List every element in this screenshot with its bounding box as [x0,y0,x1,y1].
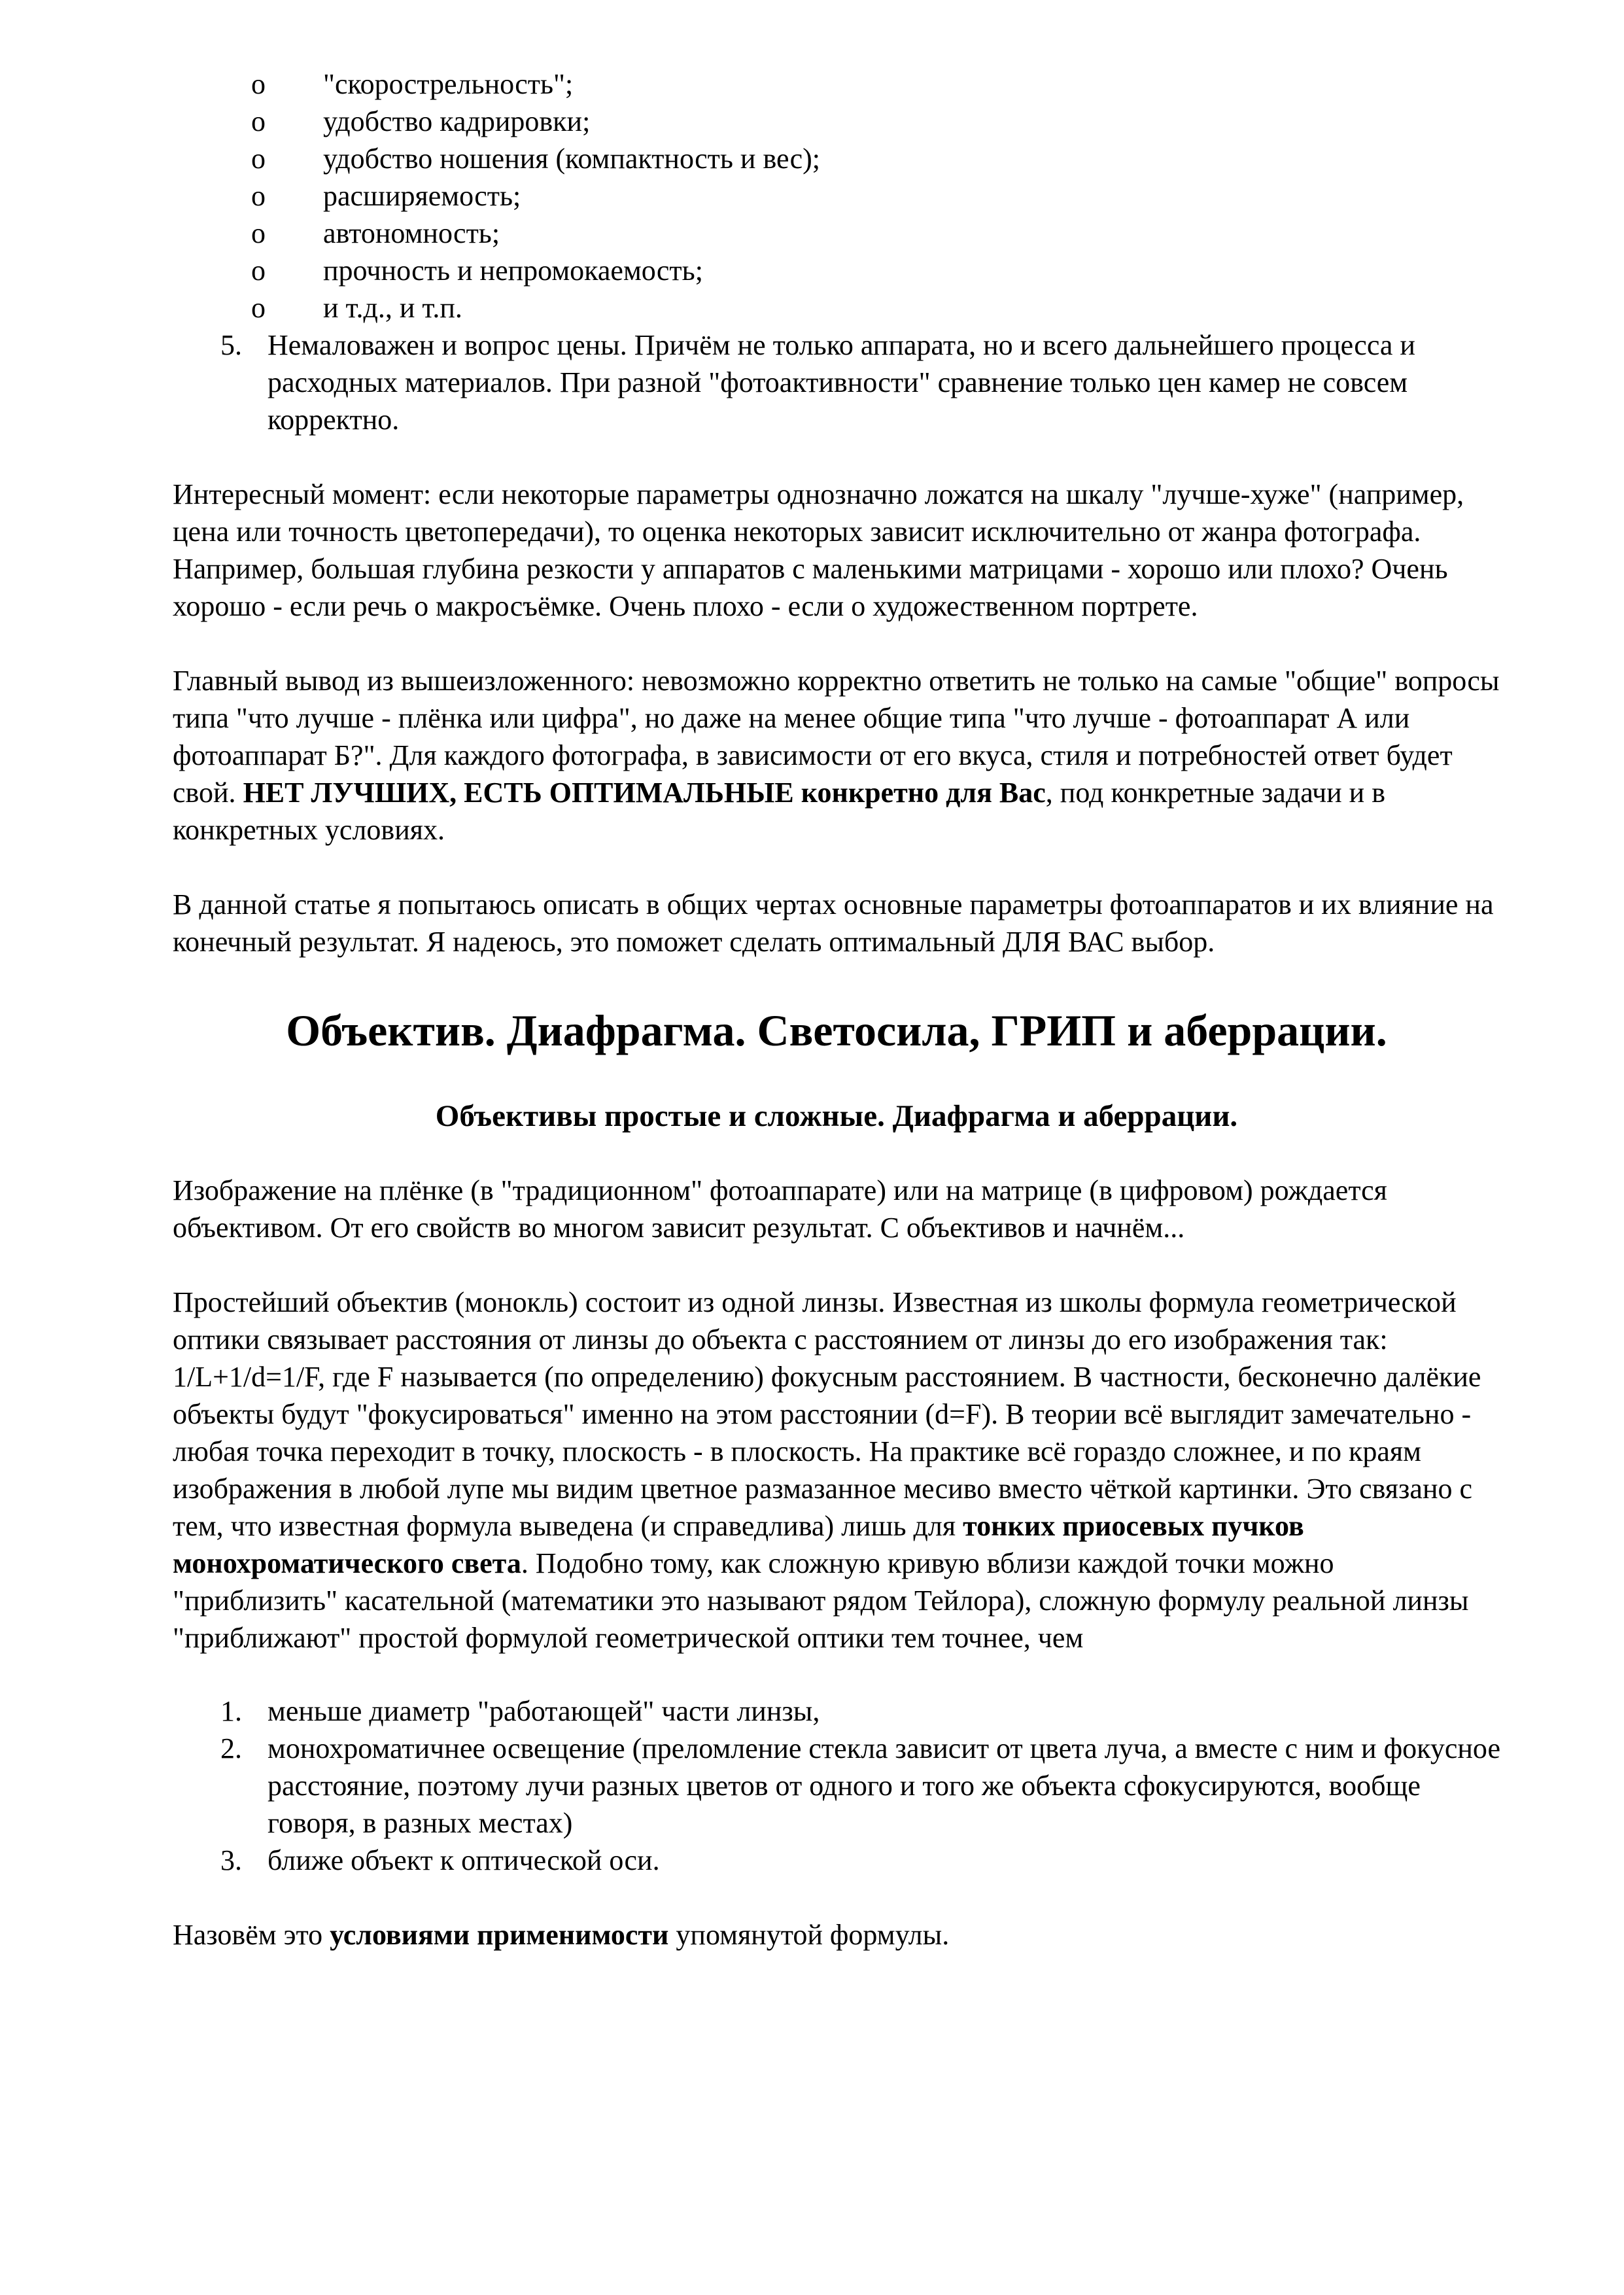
list-item [251,177,1500,215]
paragraph-text: Назовём это [173,1919,330,1951]
bullet-icon: o [251,292,266,324]
list-item-text: Немаловажен и вопрос цены. Причём не только аппарата, но и всего дальнейшего процесса и расходных материалов. При разной "фотоактивности" сравнение только цен камер не совсем корректно. [268,329,1415,436]
list-item-text: ближе объект к оптической оси. [268,1844,660,1876]
list-item-text: расширяемость; [323,180,521,212]
list-number: 3. [220,1844,242,1876]
list-item [251,215,1500,252]
list-item [251,252,1500,289]
list-number: 2. [220,1732,242,1764]
bullet-icon: o [251,217,266,249]
list-item [251,103,1500,140]
numbered-list-item5 [173,326,1500,438]
conditions-list [173,1692,1500,1879]
bullet-icon: o [251,105,266,137]
paragraph-image-formation: Изображение на плёнке (в "традиционном" фотоаппарате) или на матрице (в цифровом) рождается объективом. От его свойств во многом зависит результат. С объективов и начнём... [173,1174,1387,1244]
subsection-heading: Объективы простые и сложные. Диафрагма и аберрации. [435,1099,1238,1133]
list-item [251,289,1500,326]
list-item-text: монохроматичнее освещение (преломление стекла зависит от цвета луча, а вместе с ним и фокусное расстояние, поэтому лучи разных цветов от одного и того же объекта сфокусируются, вообще говоря, в разных местах) [268,1732,1500,1839]
parameters-sublist [173,65,1500,326]
paragraph-text: Главный вывод из вышеизложенного: невозможно корректно ответить не только на самые "общие" вопросы типа "что лучше - плёнка или цифра", но даже на менее общие типа "что лучше - фотоаппарат А или фотоаппарат Б?". Для каждого фотографа, в зависимости от его вкуса, стиля и потребностей ответ будет свой. [173,665,1500,809]
list-item-text: "скорострельность"; [323,68,574,100]
paragraph-article-intro: В данной статье я попытаюсь описать в общих чертах основные параметры фотоаппаратов и их влияние на конечный результат. Я надеюсь, это поможет сделать оптимальный ДЛЯ ВАС выбор. [173,888,1494,958]
list-item-text: автономность; [323,217,500,249]
list-item-text: и т.д., и т.п. [323,292,462,324]
list-item [220,1730,1500,1842]
list-item [220,1842,1500,1879]
paragraph-simple-lens [173,1284,1500,1656]
list-item-text: прочность и непромокаемость; [323,254,703,287]
emphasis-text: условиями применимости [330,1919,669,1951]
emphasis-text: тонких приосевых пучков монохроматического света [173,1510,1304,1579]
list-item-text: меньше диаметр "работающей" части линзы, [268,1695,820,1727]
bullet-icon: o [251,254,266,287]
list-item [220,1692,1500,1730]
paragraph-applicability [173,1916,1500,1953]
list-number: 5. [220,329,242,361]
list-item [251,140,1500,177]
list-item [220,326,1500,438]
paragraph-interesting-moment: Интересный момент: если некоторые параметры однозначно ложатся на шкалу "лучше-хуже" (например, цена или точность цветопередачи), то оценка некоторых зависит исключительно от жанра фотографа. Например, большая глубина резкости у аппаратов с маленькими матрицами - хорошо или плохо? Очень хорошо - если речь о макросъёмке. Очень плохо - если о художественном портрете. [173,478,1464,622]
emphasis-text: НЕТ ЛУЧШИХ, ЕСТЬ ОПТИМАЛЬНЫЕ конкретно для Вас [243,777,1046,809]
list-item [251,65,1500,103]
paragraph-text: . Подобно тому, как сложную кривую вблизи каждой точки можно "приблизить" касательной (математики это называют рядом Тейлора), сложную формулу реальной линзы "приближают" простой формулой геометрической оптики тем точнее, чем [173,1547,1469,1654]
bullet-icon: o [251,180,266,212]
list-item-text: удобство кадрировки; [323,105,591,137]
section-heading: Объектив. Диафрагма. Светосила, ГРИП и аберрации. [286,1006,1387,1055]
paragraph-main-conclusion [173,662,1500,849]
list-number: 1. [220,1695,242,1727]
bullet-icon: o [251,143,266,175]
list-item-text: удобство ношения (компактность и вес); [323,143,820,175]
paragraph-text: Простейший объектив (монокль) состоит из одной линзы. Известная из школы формула геометрической оптики связывает расстояния от линзы до объекта с расстоянием от линзы до его изображения так: 1/L+1/d=1/F, где F называется (по определению) фокусным расстоянием. В частности, бесконечно далёкие объекты будут "фокусироваться" именно на этом расстоянии (d=F). В теории всё выглядит замечательно - любая точка переходит в точку, плоскость - в плоскость. На практике всё гораздо сложнее, и по краям изображения в любой лупе мы видим цветное размазанное месиво вместо чёткой картинки. Это связано с тем, что известная формула выведена (и справедлива) лишь для [173,1286,1481,1542]
paragraph-text: упомянутой формулы. [668,1919,950,1951]
document-page [173,65,1500,1953]
bullet-icon: o [251,68,266,100]
paragraph-text: , под конкретные задачи и в конкретных условиях. [173,777,1385,846]
